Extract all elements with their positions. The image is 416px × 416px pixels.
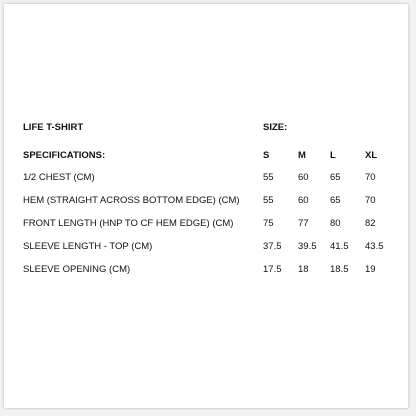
product-title: LIFE T-SHIRT (23, 122, 84, 133)
spec-value-xl: 43.5 (365, 241, 384, 252)
spec-row-label: HEM (STRAIGHT ACROSS BOTTOM EDGE) (CM) (23, 195, 240, 206)
spec-row-label: SLEEVE LENGTH - TOP (CM) (23, 241, 153, 252)
spec-value-s: 17.5 (263, 264, 282, 275)
spec-value-l: 41.5 (330, 241, 349, 252)
size-label: SIZE: (263, 122, 288, 133)
spec-value-m: 18 (298, 264, 309, 275)
spec-row-label: SLEEVE OPENING (CM) (23, 264, 131, 275)
spec-value-l: 80 (330, 218, 341, 229)
spec-value-m: 39.5 (298, 241, 317, 252)
spec-value-m: 77 (298, 218, 309, 229)
spec-value-s: 37.5 (263, 241, 282, 252)
size-header-s: S (263, 150, 270, 161)
spec-value-xl: 82 (365, 218, 376, 229)
spec-value-m: 60 (298, 195, 309, 206)
size-header-m: M (298, 150, 306, 161)
spec-row-label: FRONT LENGTH (HNP TO CF HEM EDGE) (CM) (23, 218, 234, 229)
spec-value-s: 55 (263, 172, 274, 183)
size-chart-sheet (4, 4, 408, 408)
specifications-header: SPECIFICATIONS: (23, 150, 106, 161)
spec-value-l: 65 (330, 195, 341, 206)
spec-value-s: 75 (263, 218, 274, 229)
spec-value-xl: 70 (365, 172, 376, 183)
spec-value-l: 18.5 (330, 264, 349, 275)
spec-row-label: 1/2 CHEST (CM) (23, 172, 95, 183)
spec-value-s: 55 (263, 195, 274, 206)
spec-value-xl: 19 (365, 264, 376, 275)
spec-value-l: 65 (330, 172, 341, 183)
spec-value-m: 60 (298, 172, 309, 183)
size-header-l: L (330, 150, 336, 161)
size-header-xl: XL (365, 150, 378, 161)
spec-value-xl: 70 (365, 195, 376, 206)
